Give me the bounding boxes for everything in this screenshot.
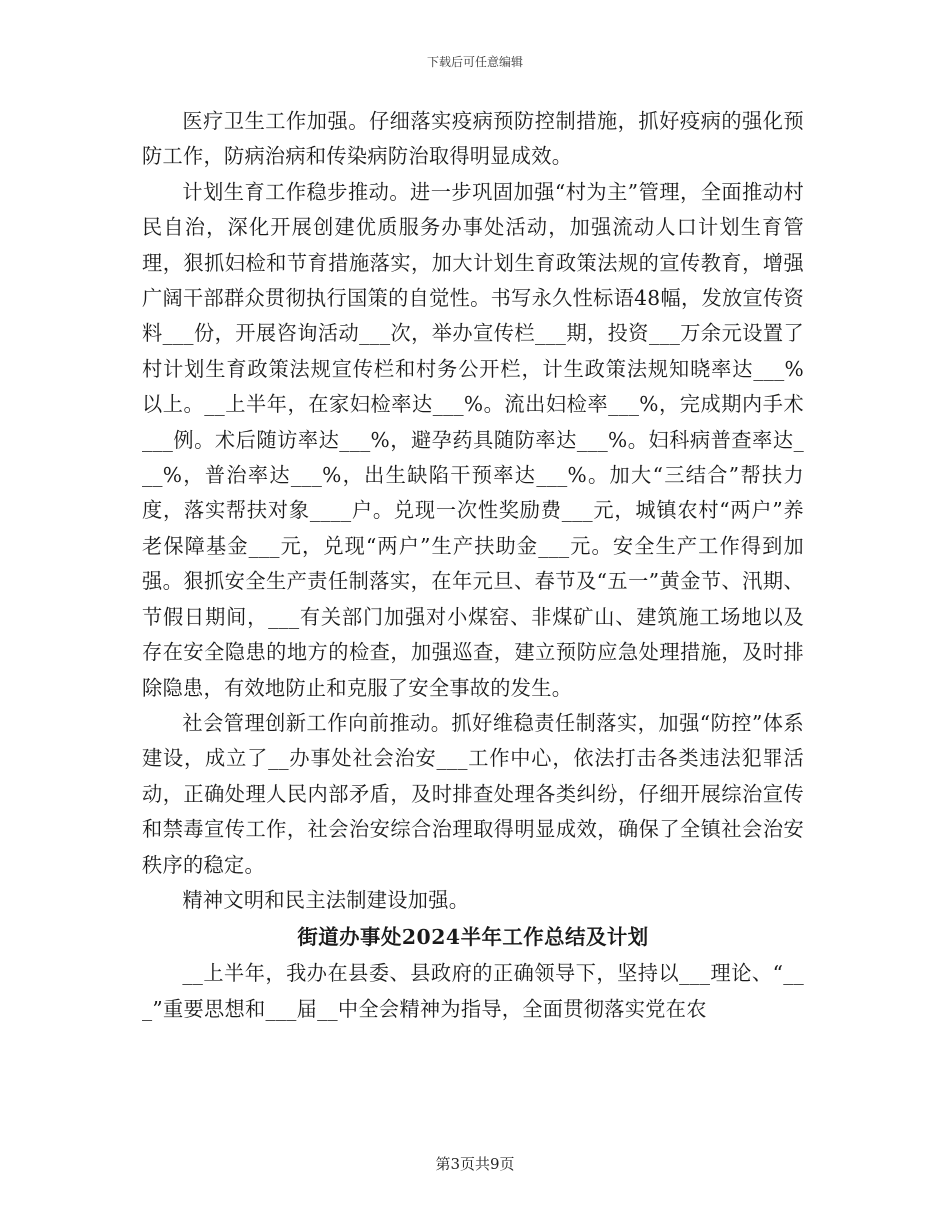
paragraph-civilization: 精神文明和民主法制建设加强。 bbox=[182, 887, 470, 912]
paragraph-family-planning: 计划生育工作稳步推动。进一步巩固加强“村为主”管理，全面推动村民自治，深化开展创建优质服务办事处活动，加强流动人口计划生育管理，狠抓妇检和节育措施落实，加大计划生育政策法规的宣传教育，增强广阔干部群众贯彻执行国策的自觉性。书写永久性标语48幅，发放宣传资料___份，开展咨询活动___次，举办宣传栏___期，投资___万余元设置了村计划生育政策法规宣传栏和村务公开栏，计生政策法规知晓率达___%以上。__上半年，在家妇检率达___%。流出妇检率___%，完成期内手术___例。术后随访率达___%，避孕药具随防率达___%。妇科病普查率达___%，普治率达___%，出生缺陷干预率达___%。加大“三结合”帮扶力度，落实帮扶对象____户。兑现一次性奖励费___元，城镇农村“两户”养老保障基金___元，兑现“两户”生产扶助金___元。安全生产工作得到加强。狠抓安全生产责任制落实，在年元旦、春节及“五一”黄金节、汛期、节假日期间，___有关部门加强对小煤窑、非煤矿山、建筑施工场地以及存在安全隐患的地方的检查，加强巡查，建立预防应急处理措施，及时排除隐患，有效地防止和克服了安全事故的发生。 bbox=[142, 179, 804, 700]
document-title: 街道办事处2024半年工作总结及计划 bbox=[297, 925, 649, 950]
paragraph-intro: __上半年，我办在县委、县政府的正确领导下，坚持以___理论、“___”重要思想和___届__中全会精神为指导，全面贯彻落实党在农 bbox=[142, 961, 804, 1021]
paragraph-medical: 医疗卫生工作加强。仔细落实疫病预防控制措施，抓好疫病的强化预防工作，防病治病和传染病防治取得明显成效。 bbox=[142, 109, 804, 169]
paragraph-social-management: 社会管理创新工作向前推动。抓好维稳责任制落实，加强“防控”体系建设，成立了__办事处社会治安___工作中心，依法打击各类违法犯罪活动，正确处理人民内部矛盾，及时排查处理各类纠纷，仔细开展综治宣传和禁毒宣传工作，社会治安综合治理取得明显成效，确保了全镇社会治安秩序的稳定。 bbox=[142, 710, 804, 877]
page-footer: 第3页共9页 bbox=[435, 1155, 515, 1173]
page-header: 下载后可任意编辑 bbox=[426, 55, 523, 69]
document-body bbox=[142, 104, 804, 1027]
